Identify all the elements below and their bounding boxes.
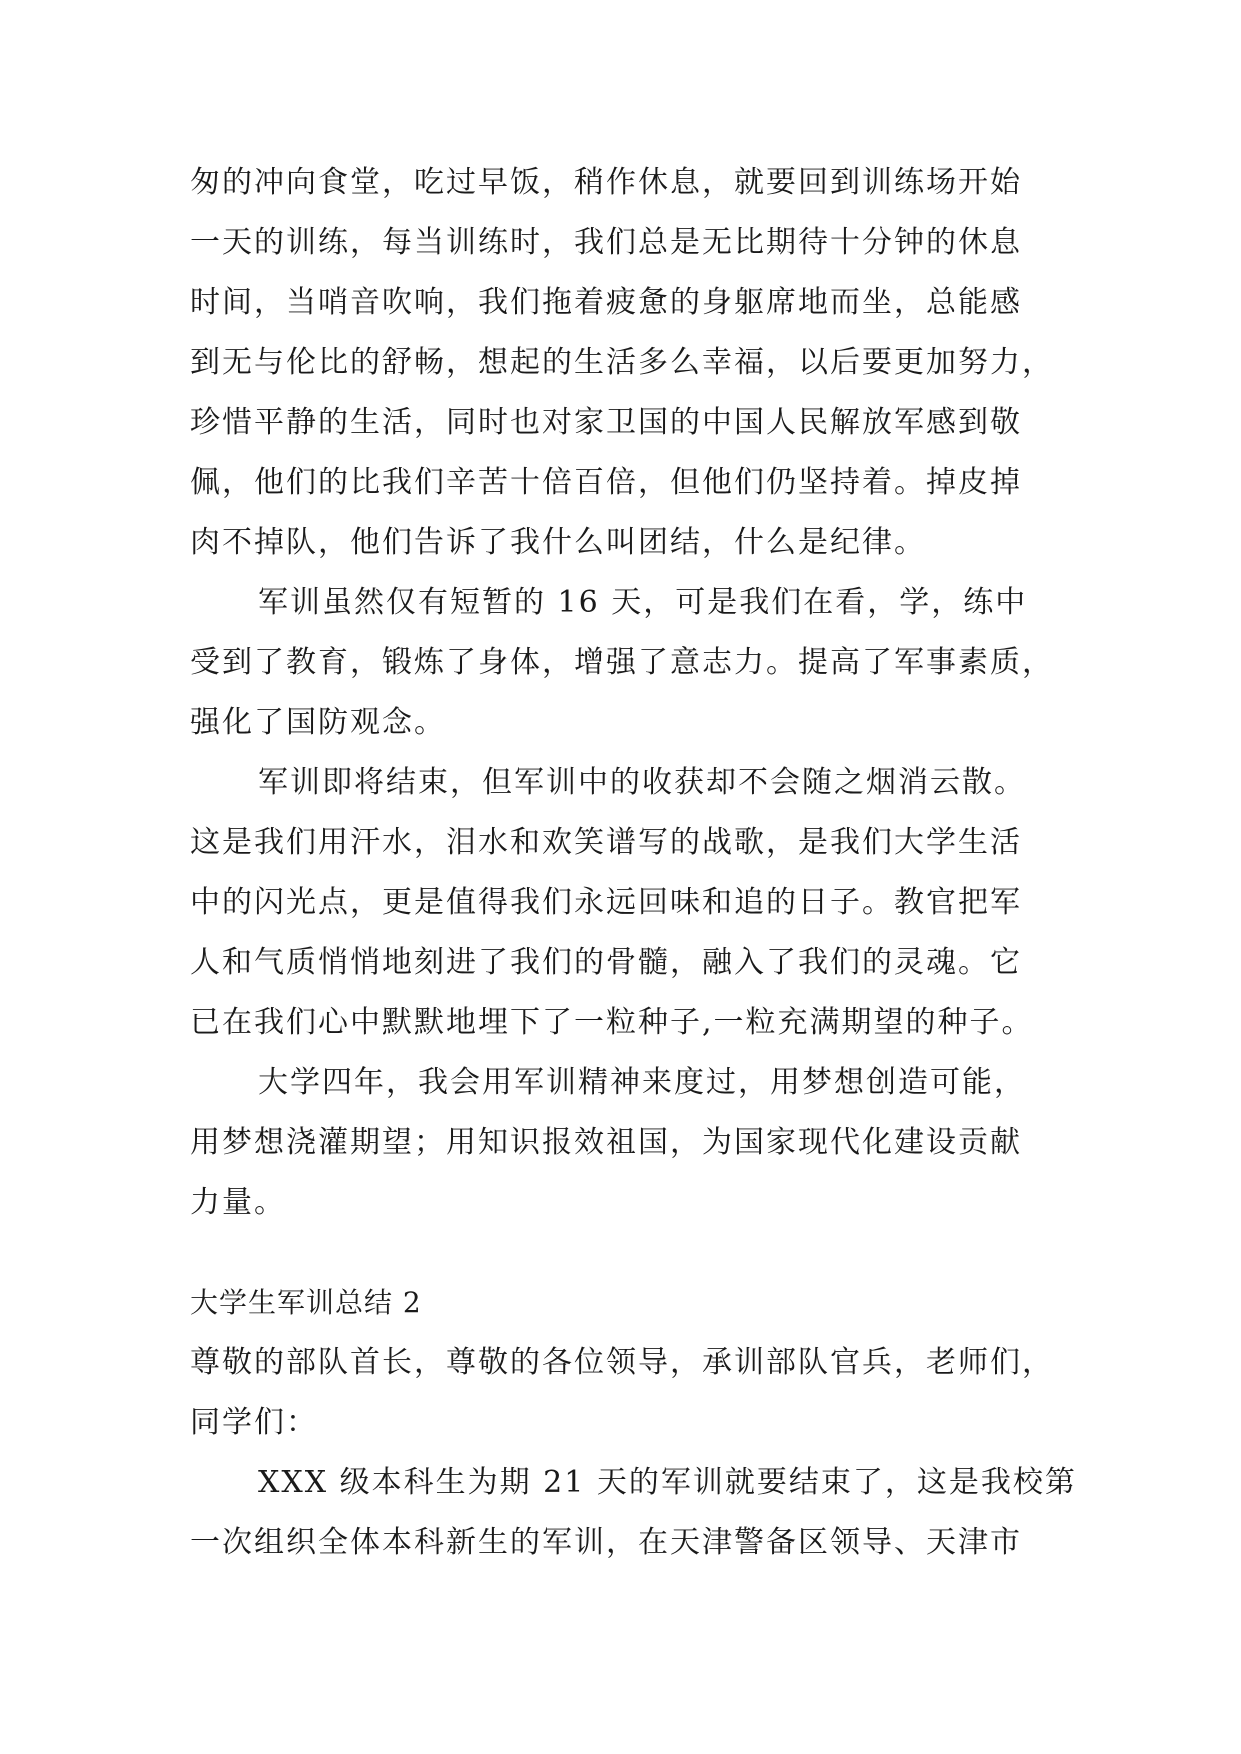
text-line: 军训即将结束，但军训中的收获却不会随之烟消云散。 xyxy=(258,765,1026,800)
text-line: 一次组织全体本科新生的军训，在天津警备区领导、天津市 xyxy=(190,1525,1022,1560)
text-line: 这是我们用汗水，泪水和欢笑谱写的战歌，是我们大学生活 xyxy=(190,825,1022,860)
text-line: 到无与伦比的舒畅，想起的生活多么幸福，以后要更加努力， xyxy=(190,345,1054,380)
text-line: 已在我们心中默默地埋下了一粒种子,一粒充满期望的种子。 xyxy=(190,1005,1034,1040)
text-line: XXX 级本科生为期 21 天的军训就要结束了，这是我校第 xyxy=(258,1465,1077,1500)
section-title: 大学生军训总结 2 xyxy=(190,1286,422,1319)
text-line: 人和气质悄悄地刻进了我们的骨髓，融入了我们的灵魂。它 xyxy=(190,945,1022,980)
text-line: 时间，当哨音吹响，我们拖着疲惫的身躯席地而坐，总能感 xyxy=(190,285,1022,320)
text-line: 肉不掉队，他们告诉了我什么叫团结，什么是纪律。 xyxy=(190,525,926,560)
text-line: 力量。 xyxy=(190,1185,286,1220)
salutation-line: 尊敬的部队首长，尊敬的各位领导，承训部队官兵，老师们， xyxy=(190,1345,1054,1380)
text-line: 大学四年，我会用军训精神来度过，用梦想创造可能， xyxy=(258,1065,1026,1100)
text-line: 中的闪光点，更是值得我们永远回味和追的日子。教官把军 xyxy=(190,885,1022,920)
text-line: 军训虽然仅有短暂的 16 天，可是我们在看，学，练中 xyxy=(258,585,1028,620)
text-line: 珍惜平静的生活，同时也对家卫国的中国人民解放军感到敬 xyxy=(190,405,1022,440)
text-line: 用梦想浇灌期望；用知识报效祖国，为国家现代化建设贡献 xyxy=(190,1125,1022,1160)
text-line: 一天的训练，每当训练时，我们总是无比期待十分钟的休息 xyxy=(190,225,1022,260)
salutation-line: 同学们： xyxy=(190,1405,318,1440)
text-line: 受到了教育，锻炼了身体，增强了意志力。提高了军事素质， xyxy=(190,645,1054,680)
text-line: 匆的冲向食堂，吃过早饭，稍作休息，就要回到训练场开始 xyxy=(190,165,1022,200)
text-line: 佩，他们的比我们辛苦十倍百倍，但他们仍坚持着。掉皮掉 xyxy=(190,465,1022,500)
text-line: 强化了国防观念。 xyxy=(190,705,446,740)
